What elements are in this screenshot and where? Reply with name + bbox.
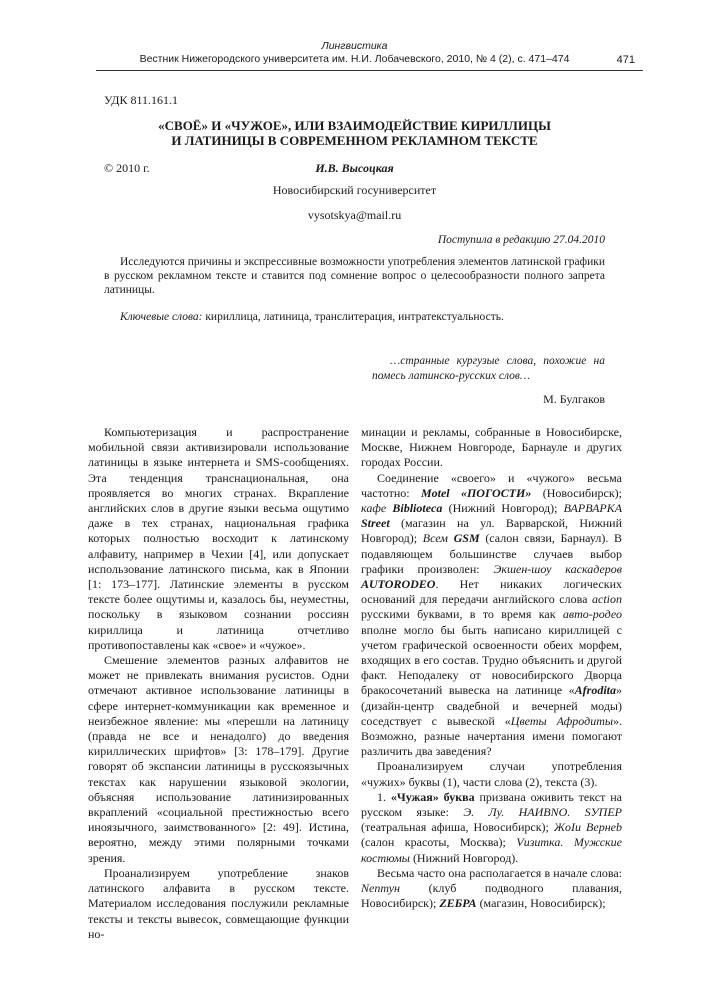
example-gsm: GSM — [453, 531, 480, 546]
keywords — [120, 311, 605, 323]
text-run: (салон связи, Барнаул). В подавляющем большинстве случаев выбор графики произволен: — [361, 531, 623, 576]
left-paragraph-3: Проанализируем употребление знаков латинского алфавита в русском тексте. Материалом исследования послужили рекламные тексты и тексты вывесок, совмещающие функции но- — [88, 865, 349, 941]
article-title — [104, 118, 605, 148]
right-paragraph-3: Проанализируем случаи употребления «чужих» буквы (1), части слова (2), текста (3). — [361, 759, 622, 789]
text-run: (Новосибирск); — [542, 485, 623, 500]
udk-code: УДК 811.161.1 — [104, 93, 179, 107]
abstract: Исследуются причины и экспрессивные возможности употребления элементов латинской графики в русском рекламном тексте и ставится под сомнение вопрос о целесообразности полного запрета латиницы. — [104, 256, 605, 296]
keywords-list: кириллица, латиница, транслитерация, интратекстуальность. — [205, 311, 504, 323]
epigraph: …странные кургузые слова, похожие на помесь латинско-русских слов… — [372, 355, 605, 382]
example-vsem: Всем — [422, 531, 448, 546]
text-run: . Нет никаких логических оснований для передачи английского слова — [361, 577, 622, 607]
right-paragraph-5 — [361, 866, 622, 912]
running-header — [0, 40, 709, 66]
section-name: Лингвистика — [321, 40, 388, 52]
copyright: © 2010 г. — [104, 161, 150, 175]
right-paragraph-2 — [361, 471, 622, 760]
received-date: Поступила в редакцию 27.04.2010 — [437, 234, 605, 246]
example-vizitka: Vизитка. Мужские костюмы — [361, 835, 622, 865]
example-tsvety: Цветы Афродиты — [510, 713, 613, 728]
affiliation: Новосибирский госуниверситет — [272, 183, 437, 197]
left-column — [88, 425, 349, 942]
bold-term: «Чужая» буква — [390, 789, 475, 804]
author-name: И.В. Высоцкая — [315, 161, 394, 175]
text-run: русскими буквами, в то время как — [361, 607, 556, 622]
example-zhoiu: ЖoIu Вернеb — [553, 820, 622, 835]
text-run: 1. — [377, 789, 386, 804]
author-email: vysotskya@mail.ru — [307, 208, 402, 222]
text-run: (магазин на ул. Варварской, Нижний Новгород); — [361, 516, 623, 546]
right-column — [361, 425, 622, 912]
left-paragraph-2: Смешение элементов разных алфавитов не может не привлекать внимания русистов. Одни отмечают активное использование латиницы в сфере интернет-коммуникации как временное и неизбежное явление: мы «перешли на латиницу (правда не все и ненадолго) до введения кириллических шрифтов» [3: 178–179]. Другие говорят об экспансии латиницы в русскоязычных текстах как нарушении языковой экологии, объясняя использование латинизированных вкраплений «социальной престижностью всего иноязычного, заимствованного» [2: 49]. Истина, вероятно, между этими полярными точками зрения. — [88, 653, 349, 865]
example-motel: Motel «ПОГОСТИ» — [420, 485, 532, 500]
title-line-1: «СВОЁ» И «ЧУЖОЕ», ИЛИ ВЗАИМОДЕЙСТВИЕ КИРИЛЛИЦЫ — [158, 118, 551, 133]
example-varvarka: ВАРВАРКА — [563, 501, 623, 516]
text-run: (магазин, Новосибирск); — [479, 896, 606, 911]
text-run: ». Возможно, разные начертания имени помогают различить два заведения? — [361, 713, 622, 759]
title-line-2: И ЛАТИНИЦЫ В СОВРЕМЕННОМ РЕКЛАМНОМ ТЕКСТЕ — [171, 133, 538, 148]
example-autorodeo: AUTORODEO — [361, 577, 436, 592]
text-run: (Нижний Новгород). — [412, 850, 519, 865]
example-neptun: Nептун — [361, 881, 400, 896]
example-avtorodeo: авто-родео — [562, 607, 622, 622]
text-run: Весьма часто она располагается в начале слова: — [377, 865, 622, 880]
text-run: » (дизайн-центр свадебной и вечерней моды) соседствует с вывеской « — [361, 683, 622, 728]
example-street: Street — [361, 516, 390, 531]
right-paragraph-1: минации и рекламы, собранные в Новосибирске, Москве, Нижнем Новгороде, Барнауле и других городах России. — [361, 425, 622, 470]
header-rule — [96, 70, 643, 71]
keywords-label: Ключевые слова: — [120, 311, 203, 323]
example-afrodita: Afrodita — [574, 683, 616, 698]
example-shou: Экшен-шоу каскадеров — [493, 561, 623, 576]
text-run: Соединение «своего» и «чужого» весьма частотно: — [361, 470, 622, 500]
text-run: (Нижний Новгород); — [448, 501, 558, 516]
journal-citation: Вестник Нижегородского университета им. Н.И. Лобачевского, 2010, № 4 (2), с. 471–474 — [139, 53, 570, 65]
page-number: 471 — [616, 54, 635, 66]
example-biblioteca: Biblioteca — [392, 501, 443, 516]
example-lu: Э. Лу. НАИВNO. SУПЕР — [463, 805, 622, 820]
text-run: вполне могло бы быть написано кириллицей с учетом графической освоенности обеих морфем, входящих в его состав. Трудно объяснить и другой факт. Неподалеку от новосибирского Дворца бракосочетаний вывеска на латинице « — [361, 622, 622, 698]
example-action: action — [592, 592, 623, 607]
text-run: (театральная афиша, Новосибирск); — [361, 820, 549, 835]
left-paragraph-1: Компьютеризация и распространение мобильной связи активизировали использование латиницы в языке интернета и SMS-сообщениях. Эта тенденция транснациональная, она проявляется во многих странах. Вкрапление английских слов в другие языки весьма ощутимо даже в тех странах, национальная графика которых полностью восходит к латинскому алфавиту, например в Чехии [4], или допускает использование латинского письма, как в Японии [1: 173–177]. Латинские элементы в русском тексте более ощутимы и, казалось бы, неуместны, поскольку в языковом сознании россиян кириллица и латиница отчетливо противопоставлены как «свое» и «чужое». — [88, 425, 349, 652]
text-run: (клуб подводного плавания, Новосибирск); — [361, 881, 623, 911]
right-paragraph-4 — [361, 790, 622, 866]
example-cafe: кафе — [361, 501, 387, 516]
example-zebra: ZЕБРА — [439, 896, 477, 911]
text-run: призвана оживить текст на русском языке: — [361, 789, 623, 820]
text-run: (салон красоты, Москва); — [361, 835, 506, 850]
epigraph-author: М. Булгаков — [543, 392, 605, 406]
